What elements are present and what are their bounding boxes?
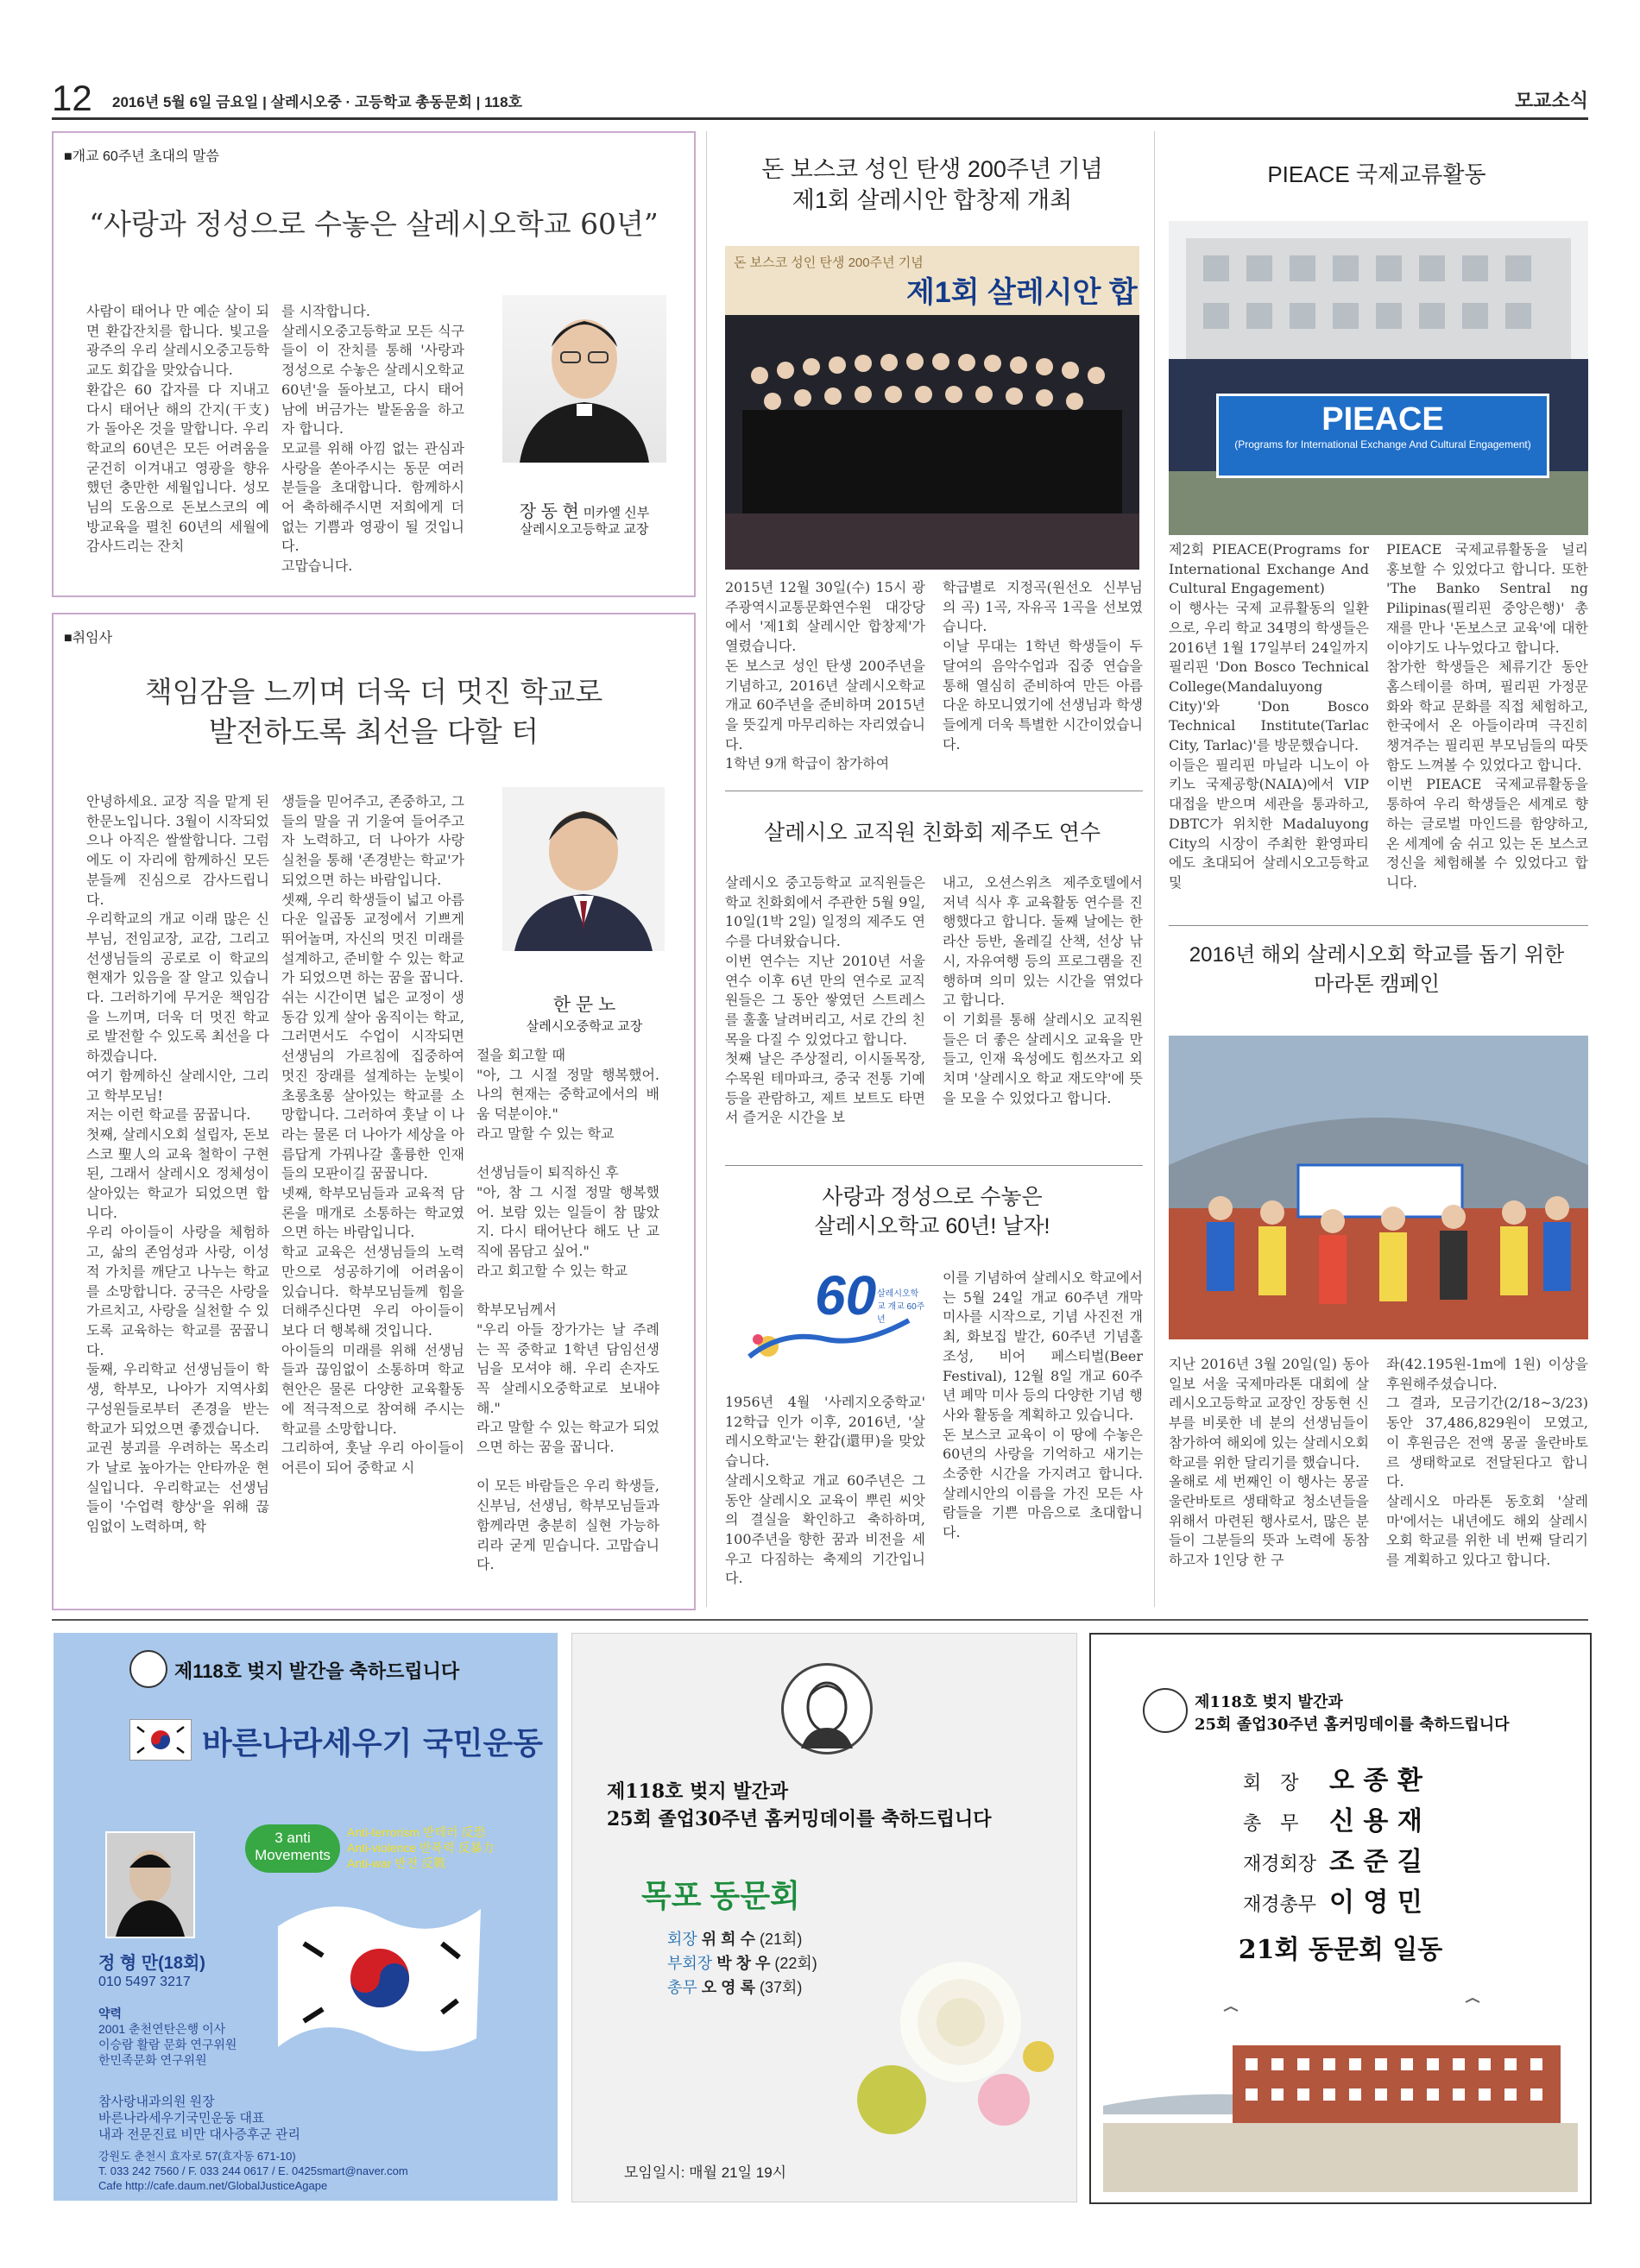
anti-line: Anti-terrorism 반테러 反恐 xyxy=(347,1825,486,1839)
address-lines xyxy=(98,2149,408,2193)
ad-congrats-line2: 25회 졸업30주년 홈커밍데이를 축하드립니다 xyxy=(1195,1716,1510,1734)
officer-name: 이 영 민 xyxy=(1329,1887,1422,1918)
officer-role: 재경회장 xyxy=(1243,1854,1317,1875)
officer-name: 박 창 우 xyxy=(716,1955,771,1972)
korean-flag-icon xyxy=(129,1719,192,1761)
ad-mokpo-alumni xyxy=(571,1633,1077,2202)
article-column: 학급별로 지정곡(원선오 신부님의 곡) 1곡, 자유곡 1곡을 선보였습니다. 이날 무대는 1학년 학생들이 두 달여의 음악수업과 집중 연습을 통해 열심히 준비하여 만든 아름다운 하모니였기에 선생님과 학생들에게 더욱 특별한 시간이었습니다. xyxy=(943,579,1143,753)
article-column: 생들을 믿어주고, 존중하고, 그들의 말을 귀 기울여 들어주고자 노력하고, 더 나아가 사랑 실천을 통해 '존경받는 학교'가 되었으면 하는 바람입니다. 셋째, 우리 학생들이 넓고 아름다운 일곱동 교정에서 기쁘게 뛰어놀며, 자신의 멋진 미래를 설계하고, 준비할 수 있는 학교가 되었으면 하는 꿈을 꿉니다. 쉬는 시간이면 넓은 교정이 생동감 있게 살아 움직이는 학교, 그러면서도 수업이 시작되면 선생님의 가르침에 집중하여 멋진 장래를 설계하는 눈빛이 초롱초롱 살아있는 학교를 소망합니다. 그러하여 훗날 이 나라는 물론 더 나아가 세상을 아름답게 가꿔나갈 훌륭한 인재들의 모판이길 꿈꿉니다. 넷째, 학부모님들과 교육적 담론을 매개로 소통하는 학교였으면 하는 바람입니다. 학교 교육은 선생님들의 노력만으로 성공하기에 어려움이 있습니다. 학부모님들께 힘을 더해주신다면 우리 아이들이 보다 더 행복해 것입니다. 아이들의 미래를 위해 선생님들과 끊임없이 소통하며 학교 현안은 물론 다양한 교육활동에 적극적으로 참여해 주시는 학교를 소망합니다. 그리하여, 훗날 우리 아이들이 어른이 되어 중학교 시 xyxy=(281,793,464,1476)
officer-class: (37회) xyxy=(759,1979,803,1996)
ad-class21-alumni xyxy=(1089,1633,1592,2204)
officer-list xyxy=(667,1927,817,2000)
article-headline xyxy=(716,154,1148,216)
headline-line: 사랑과 정성으로 수놓은 xyxy=(822,1185,1043,1209)
pieace-group-photo xyxy=(1169,221,1588,535)
officer-row xyxy=(1243,1803,1467,1843)
officer-row xyxy=(667,1951,817,1975)
officer-role: 회장 xyxy=(667,1931,697,1948)
anti-line: Anti-violence 반폭력 反暴力 xyxy=(347,1841,495,1855)
bio-title: 약력 xyxy=(98,2007,123,2020)
address-line: Cafe http://cafe.daum.net/GlobalJusticeAgape xyxy=(98,2179,328,2192)
bio-line: 이승람 활람 문화 연구위원 xyxy=(98,2038,237,2051)
article-headline: 책임감을 느끼며 더욱 더 멋진 학교로 xyxy=(144,675,603,709)
article-tag: ■개교 60주년 초대의 말씀 xyxy=(64,149,219,164)
anniversary-logo xyxy=(732,1260,926,1381)
bio-line: 한민족문화 연구위원 xyxy=(98,2053,207,2067)
don-bosco-portrait-icon xyxy=(1143,1688,1188,1733)
section-title: 모교소식 xyxy=(1514,90,1588,111)
banner-small-text: 돈 보스코 성인 탄생 200주년 기념 xyxy=(734,255,924,270)
don-bosco-portrait-icon xyxy=(781,1663,873,1755)
article-column: 살레시오 중고등학교 교직원들은 학교 친화회에서 주관한 5월 9일, 10일(1박 2일) 일정의 제주도 연수를 다녀왔습니다. 이번 연수는 지난 2010년 서울 연수 이후 6년 만의 연수로 교직원들은 그 동안 쌓였던 스트레스를 훌훌 날려버리고, 서로 간의 친목을 다질 수 있었다고 합니다. 첫째 날은 주상절리, 이시돌목장, 수목원 테마파크, 중국 전통 기예 등을 관람하고, 제트 보트도 타면서 즐거운 시간을 보 xyxy=(725,874,925,1126)
officer-role: 회 장 xyxy=(1243,1773,1299,1794)
ad-congrats: 제118호 벚지 발간과 xyxy=(607,1780,789,1803)
article-column: 좌(42.195원-1m에 1원) 이상을 후원해주셨습니다. 그 결과, 모금기간(2/18~3/23)동안 37,486,829원이 모였고, 이 후원금은 전액 몽골 울란바토르 생태학교로 전달된다고 합니다. 살레시오 마라톤 동호회 '살레마'에서는 내년에도 해외 살레시오회 학교를 위한 네 번째 달리기를 계획하고 있다고 합니다. xyxy=(1386,1356,1588,1569)
ad-congrats: 제118호 벚지 발간을 축하드립니다 xyxy=(174,1660,460,1682)
org-line: 바른나라세우기국민운동 대표 xyxy=(98,2111,265,2126)
headline-line: 2016년 해외 살레시오회 학교를 돕기 위한 xyxy=(1189,943,1565,967)
person-name: 정 형 만(18회) xyxy=(98,1954,205,1973)
article-headline: “사랑과 정성으로 수놓은 살레시오학교 60년” xyxy=(89,207,659,241)
officer-row xyxy=(667,1975,817,2000)
page-header xyxy=(52,79,1588,120)
officer-row xyxy=(1243,1762,1467,1803)
banner-title: PIEACE xyxy=(1321,401,1444,438)
banner-title: 제1회 살레시안 합 xyxy=(906,276,1138,309)
article-column: 안녕하세요. 교장 직을 맡게 된 한문노입니다. 3월이 시작되었으나 아직은 쌀쌀합니다. 그럼에도 이 자리에 함께하신 모든 분들께 진심으로 감사드립니다. 우리학교의 개교 이래 많은 신부님, 전임교장, 교감, 그리고 선생님들의 공로로 이 학교의 현재가 있음을 잘 알고 있습니다. 그러하기에 무거운 책임감을 느끼며, 더욱 더 멋진 학교로 발전할 수 있도록 최선을 다하겠습니다. 여기 함께하신 살레시안, 그리고 학부모님! 저는 이런 학교를 꿈꿉니다. 첫째, 살레시오회 설립자, 돈보스코 聖人의 교육 철학이 구현된, 그래서 살레시오 정체성이 살아있는 학교가 되었으면 합니다. 우리 아이들이 사랑을 체험하고, 삶의 존엄성과 사랑, 이성적 가치를 깨닫고 나누는 학교를 소망합니다. 궁극은 사랑을 가르치고, 사랑을 실천할 수 있도록 교육하는 학교를 꿈꿉니다. 둘째, 우리학교 선생님들이 학생, 학부모, 나아가 지역사회 구성원들로부터 존경을 받는 학교가 되었으면 좋겠습니다. 교권 붕괴를 우려하는 목소리가 날로 높아가는 안타까운 현실입니다. 우리학교는 선생님들이 '수업력 향상'을 위해 끊임없이 노력하며, 학 xyxy=(86,793,269,1535)
school-building-photo xyxy=(1103,1976,1578,2192)
person-phone: 010 5497 3217 xyxy=(98,1975,191,1989)
page-number: 12 xyxy=(52,78,92,118)
article-headline xyxy=(716,1182,1148,1241)
headline-line: 제1회 살레시안 합창제 개최 xyxy=(792,187,1073,213)
person-bio xyxy=(98,2006,237,2068)
article-headline: 살레시오 교직원 친화회 제주도 연수 xyxy=(763,821,1101,845)
column-divider xyxy=(1154,131,1155,1607)
group-name: 목포 동문회 xyxy=(641,1878,800,1913)
ad-congrats: 제118호 벚지 발간과 xyxy=(1195,1693,1343,1711)
badge-text: 3 anti Movements xyxy=(255,1830,331,1863)
bio-line: 2001 춘천연탄은행 이사 xyxy=(98,2022,226,2036)
article-column: 절을 회고할 때 "아, 그 시절 정말 행복했어. 나의 현재는 중학교에서의 배움 덕분이야." 라고 말할 수 있는 학교 선생님들이 퇴직하신 후 "아, 참 그 시절 정말 행복했어. 보람 있는 일들이 참 많았지. 다시 태어난다 해도 난 교직에 몸담고 싶어." 라고 회고할 수 있는 학교 학부모님께서 "우리 아들 장가가는 날 주례는 꼭 중학교 1학년 담임선생님을 모셔야 해. 우리 손자도 꼭 살레시오중학교로 보내야 해." 라고 말할 수 있는 학교가 되었으면 하는 꿈을 꿉니다. 이 모든 바람들은 우리 학생들, 신부님, 선생님, 학부모님들과 함께라면 충분히 실현 가능하리라 굳게 믿습니다. 고맙습니다. xyxy=(476,1047,659,1573)
article-column: 지난 2016년 3월 20일(일) 동아일보 서울 국제마라톤 대회에 살레시오고등학교 교장인 장동현 신부를 비롯한 네 분의 선생님들이 참가하여 해외에 있는 살레시오회 학교를 위한 달리기를 했습니다. 올해로 세 번째인 이 행사는 몽골 울란바토르 생태학교 청소년들을 위해서 마련된 행사로서, 많은 분들이 그분들의 뜻과 노력에 동참하고자 1인당 한 구 xyxy=(1169,1356,1369,1569)
officer-role: 총무 xyxy=(667,1979,697,1996)
officer-name: 오 영 록 xyxy=(701,1979,755,1996)
article-column: 사람이 태어나 만 예순 살이 되면 환갑잔치를 합니다. 빛고을 광주의 우리 살레시오중고등학교도 회갑을 맞았습니다. 환갑은 60 갑자를 다 지내고 다시 태어난 해의 간지(干支)가 돌아온 것을 말합니다. 우리학교의 60년은 모든 어려움을 굳건히 이겨내고 영광을 향유했던 충만한 세월입니다. 성모님의 도움으로 돈보스코의 예방교육을 펼친 60년의 세월에 감사드리는 잔치 xyxy=(86,303,269,555)
divider xyxy=(1169,925,1588,926)
officer-name: 위 희 수 xyxy=(701,1931,755,1948)
divider xyxy=(725,1165,1143,1166)
logo-text: 살레시오학교 개교 60주년 xyxy=(877,1289,925,1325)
officer-role: 부회장 xyxy=(667,1955,713,1972)
caption-name: 장 동 현 xyxy=(519,502,579,521)
section-divider xyxy=(52,1619,1588,1621)
date-line: 2016년 5월 6일 금요일 | 살레시오중 · 고등학교 총동문회 | 118호 xyxy=(112,94,522,110)
officer-class: (22회) xyxy=(774,1955,817,1972)
portrait-caption xyxy=(485,497,684,522)
article-column: 내고, 오션스위츠 제주호텔에서 저녁 식사 후 교육활동 연수를 진행했다고 합니다. 둘째 날에는 한라산 등반, 올레길 산책, 선상 낚시, 자유여행 등의 프로그램을 진행하며 의미 있는 시간을 엮었다고 합니다. 이 기회를 통해 살레시오 교직원들은 더 좋은 살레시오 교육을 만들고, 인재 육성에도 힘쓰자고 외치며 '살레시오 학교 재도약'에 뜻을 모을 수 있었다고 합니다. xyxy=(943,874,1143,1106)
portrait-photo xyxy=(502,787,665,951)
officer-row xyxy=(667,1927,817,1951)
pieace-banner xyxy=(1216,394,1549,478)
event-banner xyxy=(725,246,1139,315)
org-line: 참사랑내과의원 원장 xyxy=(98,2095,215,2109)
logo-number: 60 xyxy=(815,1264,877,1326)
organization-lines xyxy=(98,2094,300,2143)
group-name: 21회 동문회 일동 xyxy=(1238,1935,1443,1965)
waving-flag-illustration xyxy=(269,1892,485,2064)
officer-row xyxy=(1243,1884,1467,1925)
caption-role: 미카엘 신부 xyxy=(583,506,650,520)
headline-line: 돈 보스코 성인 탄생 200주년 기념 xyxy=(761,156,1103,182)
portrait-photo xyxy=(502,295,666,463)
officer-name: 신 용 재 xyxy=(1329,1806,1422,1836)
article-column: 제2회 PIEACE(Programs for International Exchange And Cultural Engagement) 이 행사는 국제 교류활동의 일환으로, 우리 학교 34명의 학생들은 2016년 1월 17일부터 24일까지 필리핀 'Don Bosco Technical College(Mandaluyong City)'와 'Don Bosco Technical Institute(Tarlac City, Tarlac)'를 방문했습니다. 이들은 필리핀 마닐라 니노이 아키노 국제공항(NAIA)에서 VIP 대접을 받으며 세관을 통과하고, DBTC가 위치한 Madaluyong City의 시장이 주최한 환영파티에도 초대되어 살레시오고등학교 및 xyxy=(1169,541,1369,891)
caption-title: 살레시오고등학교 교장 xyxy=(520,522,649,537)
article-headline: PIEACE 국제교류활동 xyxy=(1267,161,1486,187)
article-column: PIEACE 국제교류활동을 널리 홍보할 수 있었다고 합니다. 또한 'The Banko Sentral ng Pilipinas(필리핀 중앙은행)' 총재를 만나 '돈보스코 교육'에 대한 이야기도 나누었다고 합니다. 참가한 학생들은 체류기간 동안 홈스테이를 하며, 필리핀 가정문화와 학교 문화를 직접 체험하고, 한국에서 온 아들이라며 극진히 챙겨주는 필리핀 부모님들의 따뜻함도 느껴볼 수 있었다고 합니다. 이번 PIEACE 국제교류활동을 통하여 우리 학생들은 세계로 향하는 글로벌 마인드를 함양하고, 온 세계에 숨 쉬고 있는 돈 보스코 정신을 체험해볼 수 있었다고 합니다. xyxy=(1386,541,1588,891)
officer-class: (21회) xyxy=(759,1931,803,1948)
officer-name: 오 종 환 xyxy=(1329,1766,1422,1796)
anti-movement-badge xyxy=(245,1824,340,1873)
choir-illustration xyxy=(725,315,1139,570)
article-tag: ■취임사 xyxy=(64,631,113,646)
officer-row xyxy=(1243,1843,1467,1884)
officer-name: 조 준 길 xyxy=(1329,1847,1422,1877)
address-line: 강원도 춘천시 효자로 57(효자동 671-10) xyxy=(98,2150,296,2163)
campaign-name: 바른나라세우기 국민운동 xyxy=(202,1725,544,1761)
founder-logo-icon xyxy=(129,1650,167,1688)
article-column: 1956년 4월 '사레지오중학교' 12학급 인가 이후, 2016년, '살레시오학교'는 환갑(還甲)을 맞았습니다. 살레시오학교 개교 60주년은 그 동안 살레시오 교육이 뿌린 씨앗의 결실을 확인하고 축하하며, 100주년을 향한 꿈과 비전을 세우고 다짐하는 축제의 기간입니다. xyxy=(725,1394,925,1587)
banner-subtitle: (Programs for International Exchange And Cultural Engagement) xyxy=(1234,438,1531,450)
ad-citizens-movement xyxy=(54,1633,558,2201)
article-headline xyxy=(1165,941,1588,999)
anti-line: Anti-war 반전 反戰 xyxy=(347,1856,446,1870)
article-inaugural-address xyxy=(52,613,696,1610)
article-headline-line2: 발전하도록 최선을 다할 터 xyxy=(208,715,539,748)
headline-line: 살레시오학교 60년! 날자! xyxy=(814,1214,1050,1238)
officer-role: 총 무 xyxy=(1243,1813,1299,1835)
caption-title: 살레시오중학교 교장 xyxy=(526,1019,643,1034)
choir-photo xyxy=(725,246,1139,570)
article-column: 이를 기념하여 살레시오 학교에서는 5월 24일 개교 60주년 개막 미사를 시작으로, 기념 사진전 개최, 화보집 발간, 60주년 기념홀 조성, 비어 페스티벌(Beer Festival), 12월 8일 개교 60주년 폐막 미사 등의 다양한 기념 행사와 활동을 계획하고 있습니다. 돈 보스코 교육이 이 땅에 수놓은 60년의 사랑을 기억하고 새기는 소중한 시간을 가지려고 합니다. 살레시안의 이름을 가진 모든 사람들을 기쁜 마음으로 초대합니다. xyxy=(943,1269,1143,1541)
anti-lines xyxy=(347,1824,495,1871)
column-divider xyxy=(706,131,707,1607)
meeting-info: 모임일시: 매월 21일 19시 xyxy=(624,2164,787,2181)
article-60th-invitation xyxy=(52,131,696,597)
address-line: T. 033 242 7560 / F. 033 244 0617 / E. 0425smart@naver.com xyxy=(98,2164,408,2177)
article-column: 를 시작합니다. 살레시오중고등학교 모든 식구들이 이 잔치를 통해 '사랑과 정성으로 수놓은 살레시오학교 60년'을 돌아보고, 다시 태어남에 버금가는 발돋움을 하고자 합니다. 모교를 위해 아낌 없는 관심과 사랑을 쏟아주시는 동문 여러분들을 초대합니다. 함께하시어 축하해주시면 저희에게 더없는 기쁨과 영광이 될 것입니다. 고맙습니다. xyxy=(281,303,464,575)
ad-congrats-line2: 25회 졸업30주년 홈커밍데이를 축하드립니다 xyxy=(607,1808,992,1830)
officer-list xyxy=(1243,1762,1467,1925)
article-column: 2015년 12월 30일(수) 15시 광주광역시교통문화연수원 대강당에서 '제1회 살레시안 합창제'가 열렸습니다. 돈 보스코 성인 탄생 200주년을 기념하고, 2016년 살레시오학교 개교 60주년을 준비하며 2015년을 뜻깊게 마무리하는 자리였습니다. 1학년 9개 학급이 참가하여 xyxy=(725,579,925,772)
headline-line: 마라톤 캠페인 xyxy=(1314,973,1440,996)
marathon-photo xyxy=(1169,1036,1588,1339)
officer-role: 재경총무 xyxy=(1243,1894,1317,1916)
caption-name: 한 문 노 xyxy=(552,995,616,1015)
flower-illustration xyxy=(831,1927,1064,2134)
org-line: 내과 전문진료 비만 대사증후군 관리 xyxy=(98,2127,301,2142)
person-photo xyxy=(105,1831,195,1938)
